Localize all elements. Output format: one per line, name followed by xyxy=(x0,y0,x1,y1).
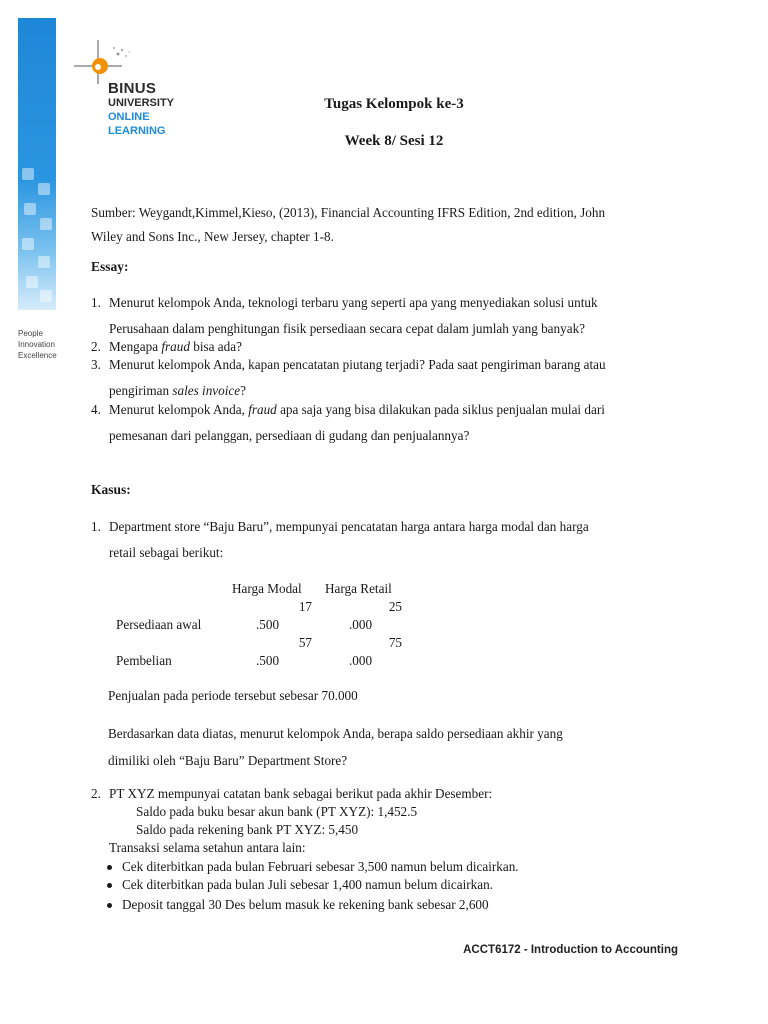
source-reference: Sumber: Weygandt,Kimmel,Kieso, (2013), Financial Accounting IFRS Edition, 2nd edition, John Wiley and Sons Inc., New Jersey, chapter 1-8. xyxy=(91,205,606,244)
bullet-icon xyxy=(107,883,112,888)
table-cell: .500 xyxy=(256,653,280,668)
table-cell: 25 xyxy=(388,599,402,614)
tagline: People Innovation Excellence xyxy=(18,329,57,360)
table-cell: 57 xyxy=(298,635,312,650)
table-cell: .000 xyxy=(349,617,373,632)
list-item: Cek diterbitkan pada bulan Februari sebesar 3,500 namun belum dicairkan. xyxy=(107,859,519,875)
sidebar-brand-stripe xyxy=(18,18,56,310)
list-item: Cek diterbitkan pada bulan Juli sebesar 1,400 namun belum dicairkan. xyxy=(107,877,493,893)
course-footer: ACCT6172 - Introduction to Accounting xyxy=(463,944,678,956)
logo-emblem-icon xyxy=(72,36,192,86)
logo-line-online: ONLINE xyxy=(108,111,150,123)
table-cell: 17 xyxy=(298,599,312,614)
logo-wordmark: BINUS xyxy=(108,80,157,97)
kasus-heading: Kasus: xyxy=(91,482,131,497)
table-header-retail: Harga Retail xyxy=(325,581,392,596)
table-cell: .000 xyxy=(349,653,373,668)
table-row-label: Pembelian xyxy=(116,653,172,668)
list-item: Deposit tanggal 30 Des belum masuk ke rekening bank sebesar 2,600 xyxy=(107,897,489,913)
table-cell: .500 xyxy=(256,617,280,632)
page-subtitle: Week 8/ Sesi 12 xyxy=(344,133,444,149)
binus-logo xyxy=(72,36,192,146)
bullet-icon xyxy=(107,865,112,870)
logo-line-learning: LEARNING xyxy=(108,125,166,137)
table-cell: 75 xyxy=(388,635,402,650)
bullet-icon xyxy=(107,903,112,908)
logo-line-university: UNIVERSITY xyxy=(108,97,175,109)
table-header-modal: Harga Modal xyxy=(232,581,302,596)
essay-heading: Essay: xyxy=(91,259,129,274)
sales-note: Penjualan pada periode tersebut sebesar 70.000 xyxy=(108,688,358,703)
case1-question: Berdasarkan data diatas, menurut kelompok Anda, berapa saldo persediaan akhir yang dimiliki oleh “Baju Baru” Department Store? xyxy=(108,726,563,768)
page-title: Tugas Kelompok ke-3 xyxy=(324,96,464,112)
table-row-label: Persediaan awal xyxy=(116,617,202,632)
